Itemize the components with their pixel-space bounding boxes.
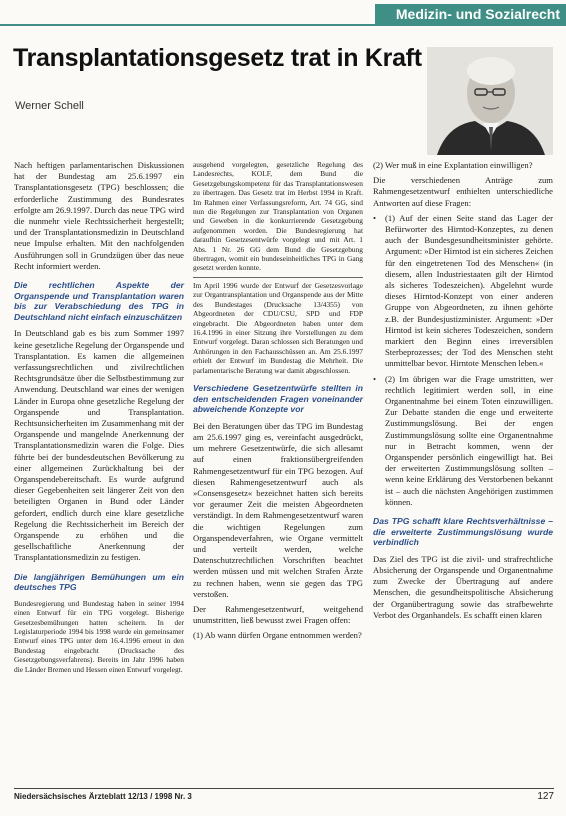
subheading: Verschiedene Gesetzentwürfe stellten in den entscheidenden Fragen voneinander abweichende Konzepte vor — [193, 382, 363, 415]
subheading: Das TPG schafft klare Rechtsverhältnisse – die erweiterte Zustimmungslösung wurde verbindlich — [373, 516, 553, 548]
page-number: 127 — [537, 791, 554, 802]
intro-paragraph: Nach heftigen parlamentarischen Diskussionen hat der Bundestag am 25.6.1997 ein Transplantationsgesetz (TPG) beschlossen; die erforderliche Zustimmung des Bundesrates erfolgte am 26.9.1997. Durch das neue TPG wird die nunmehr viele Rechtssicherheit hergestellt; und der Transplantationsmedizin in Deutschland neue Impulse erhalten. Mit den nachfolgenden Ausführungen soll in Grundzügen über das neue Recht informiert werden. — [14, 160, 184, 271]
list-item-text: (2) Im übrigen war die Frage umstritten, wer rechtlich legitimiert werden soll, in eine Organentnahme bei einem Toten einzuwilligen. Zur Debatte standen die enge und erweiterte Zustimmungslösung. Bei der engen Zustimmungslösung sollte eine Organentnahme nur in Betracht kommen, wenn der Organspender persönlich eingewilligt hat. Bei der erweiterten Zustimmungslösung sollten – wenn keine Erklärung des Verstorbenen bekannt ist – auch die nächsten Angehörigen zustimmen können. — [385, 373, 553, 507]
list-item — [373, 374, 553, 508]
section-title: Medizin- und Sozialrecht — [395, 6, 560, 22]
column-1 — [14, 160, 184, 678]
body-paragraph: Die verschiedenen Anträge zum Rahmengesetzentwurf enthielten unterschiedliche Antworten auf diese Fragen: — [373, 175, 553, 208]
list-item — [373, 213, 553, 370]
author-name: Werner Schell — [15, 100, 84, 112]
question-item: (1) Ab wann dürfen Organe entnommen werden? — [193, 630, 362, 641]
body-paragraph: Bei den Beratungen über das TPG im Bundestag am 25.6.1997 ging es, vereinfacht ausgedrückt, um mehrere Gesetzentwürfe, die sich allesamt auf einen fraktionsübergreifenden Rahmengesetzentwurf für ein TPG bezogen. Auf diesen Rahmengesetzentwurf auch als »Consensgesetz« bezeichnet hatten sich bereits vor geraumer Zeit die meisten Abgeordneten verständigt. In dem Rahmengesetzentwurf waren die wichtigen Regelungen zum Organspendeverfahren, wie Organe vermittelt und verteilt werden, welche Datenschutzrechtlichen Vorschriften beachtet werden müssen und mit welchen Strafen Ärzte zu rechnen haben, wenn sie gegen das TPG verstoßen. — [193, 420, 363, 599]
body-paragraph: Das Ziel des TPG ist die zivil- und strafrechtliche Absicherung der Organspende und Organentnahme zum Zwecke der Übertragung auf andere Menschen, die gesundheitspolitische Absicherung der Organübertragung sowie das strafbewehrte Verbot des Organhandels. Es schafft einen klaren — [373, 553, 553, 620]
answer-list — [373, 213, 553, 508]
body-paragraph: ausgehend vorgelegten, gesetzliche Regelung des Landesrechts, KOLF, dem Bund die Gesetzgebungskompetenz für das Transplantationswesen zu übertragen. Das Gesetz trat im Herbst 1994 in Kraft. Im Rahmen einer Verfassungsreform, Art. 74 GG, sind nun die Regelungen zur Transplantation von Organen und Geweben in die konkurrierende Gesetzgebung aufgenommen worden. Die Bundesregierung hat daraufhin Gesetzesentwürfe vorgelegt und mit Art. 1 Abs. 1 Nr. 26 GG dem Bund die Gesetzgebung übertragen, womit ein bundeseinheitliches TPG in Gang gesetzt werden konnte. — [193, 160, 363, 273]
bullet-icon: • — [373, 373, 377, 384]
header-band — [0, 0, 566, 24]
author-photo — [427, 47, 553, 155]
body-paragraph: In Deutschland gab es bis zum Sommer 1997 keine gesetzliche Regelung der Organspende und Transplantation. Es kamen die allgemeinen verfassungsrechtlichen und zivilrechtlichen Rechtsgrundsätze über die Selbstbestimmung zur Anwendung. Deutschland war eines der wenigen Länder in Europa ohne gesetzliche Regelung der Organspende und Transplantation. Rechtsunsicherheiten im Zusammenhang mit der Organspende und mangelnde Anerkennung der Transplantationsmedizin waren die Folge. Dies führte bei der bundesdeutschen Bevölkerung zu einer allgemeinen Zurückhaltung bei der Organspendebereitschaft. Es wurde aufgrund dieser Gegebenheiten seit längerer Zeit von den beteiligten Organen in Bund oder Länder gefordert, endlich durch eine klare gesetzliche Regelung die Rechtssicherheit im Bereich der Organspende zu erhöhen und die gesellschaftliche Anerkennung der Transplantationsmedizin zu festigen. — [14, 328, 184, 563]
body-paragraph: Bundesregierung und Bundestag haben in seiner 1994 einen Entwurf für ein TPG vorgelegt. Bisherige Gesetzesbemühungen hatten scheitern. In der Legislaturperiode 1994 bis 1998 wurde ein gemeinsamer Entwurf eines TPG unter dem 16.4.1996 erneut in den Bundestag eingebracht (Drucksache des Gesetzgebungsverfahrens). Bereits im Jahr 1996 haben die Länder Bremen und Hessen einen Entwurf vorgelegt. — [14, 598, 184, 674]
footer-rule — [14, 788, 554, 789]
body-paragraph: Der Rahmengesetzentwurf, weitgehend unumstritten, ließ bewusst zwei Fragen offen: — [193, 603, 363, 626]
subheading: Die rechtlichen Aspekte der Organspende und Transplantation waren bis zur Verabschiedung des TPG in Deutschland nicht einfach einzuschätzen — [14, 280, 184, 322]
article-title: Transplantationsgesetz trat in Kraft — [13, 44, 422, 72]
question-item: (2) Wer muß in eine Explantation einwilligen? — [373, 160, 533, 170]
column-3 — [373, 160, 553, 625]
journal-name: Niedersächsisches Ärzteblatt 12/13 / 1998 Nr. 3 — [14, 792, 192, 801]
subheading: Die langjährigen Bemühungen um ein deutsches TPG — [14, 571, 184, 593]
body-paragraph: Im April 1996 wurde der Entwurf der Gesetzesvorlage zur Organtransplantation und Organspende aus der Mitte des Bundestages (Drucksache 13/4355) von Abgeordneten der CDU/CSU, SPD und FDP eingebracht. Die Abgeordneten haben unter dem 16.4.1996 in einer Sitzung ihre Vorstellungen zu dem Entwurf vorgelegt. Daran schlossen sich Beratungen und Anhörungen in den Fachausschüssen an. Am 25.6.1997 erhielt der Entwurf im Bundestag die Mehrheit. Die parlamentarische Beratung war damit abgeschlossen. — [193, 277, 363, 375]
list-item-text: (1) Auf der einen Seite stand das Lager der Befürworter des Hirntod-Konzeptes, zu denen auch der Bundesgesundheitsminister gehörte. Argument: »Der Hirntod ist ein sicheres Zeichen für den eingetretenen Tod des Menschen« (in diesem, allen Industriestaaten gilt der Hirntod als sicheres Todeszeichen). Abgelehnt wurde dieses Hirntod-Konzept von einer anderen Gruppe von Abgeordneten, zu ihnen gehörte z.B. der Bundesjustizminister. Argument: »Der Hirntod ist kein sicheres Todeszeichen, sondern markiert den Beginn eines irreversiblen Sterbeprozesses; der Tod des Menschen steht unmittelbar bevor. Hirntote Menschen leben.« — [385, 212, 553, 369]
header-rule — [0, 24, 566, 26]
bullet-icon: • — [373, 212, 377, 223]
column-2 — [193, 160, 363, 646]
